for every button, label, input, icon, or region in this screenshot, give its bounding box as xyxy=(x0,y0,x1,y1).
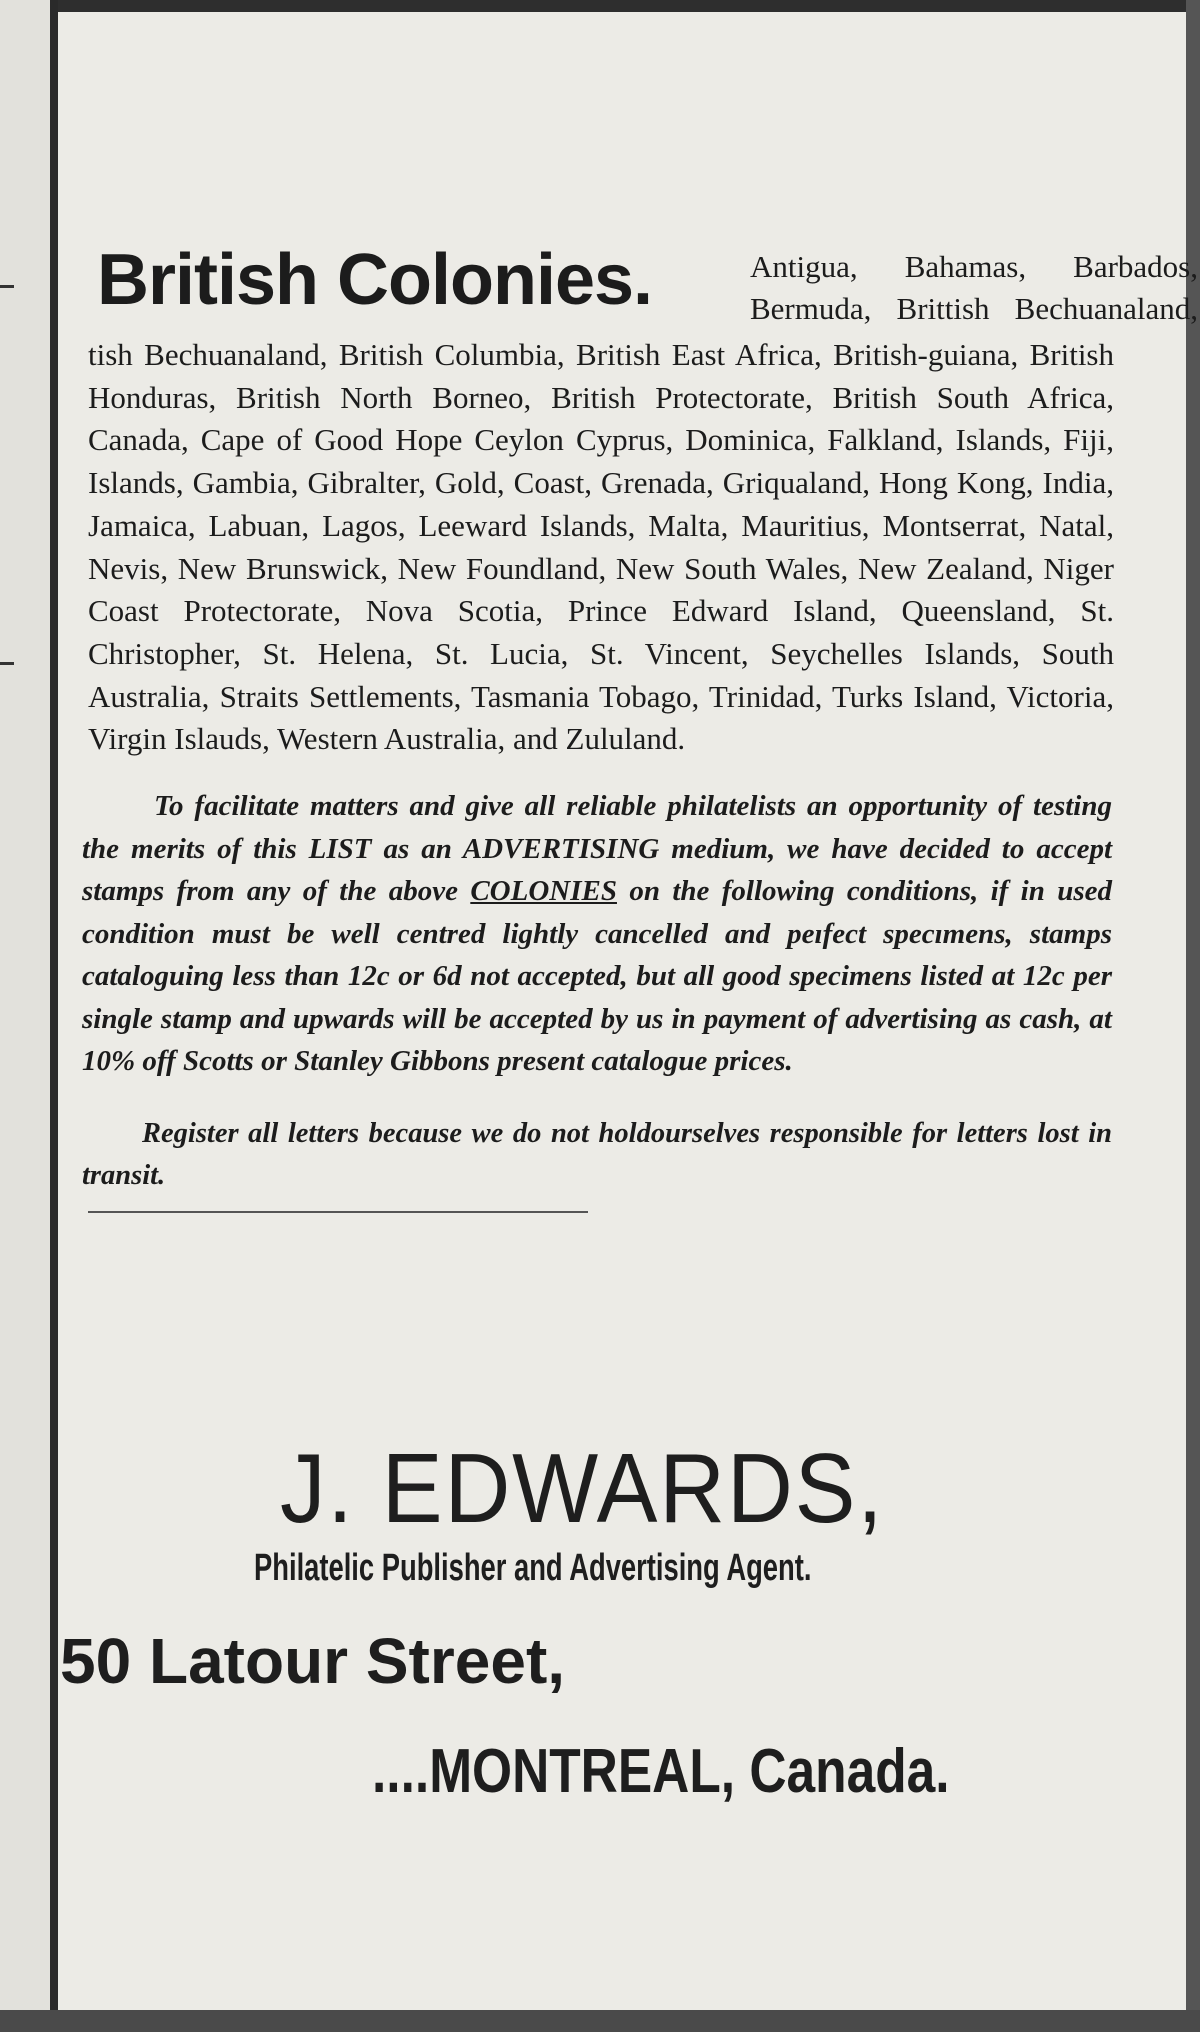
headline-row xyxy=(82,238,1198,334)
conditions-notice xyxy=(82,785,1112,1083)
notice-text-part2: on the following conditions, if in used condition must be well centred lightly cancelled and peıfect specımens, stamps cataloguing less than 12c or 6d not accepted, but all good specimens listed at 12c per single stamp and upwards will be accepted by us in payment of advertising as cash, at 10% off Scotts or Stanley Gibbons present catalogue prices. xyxy=(82,875,1112,1078)
publisher-title: Philatelic Publisher and Advertising Agent. xyxy=(254,1547,812,1589)
register-text: Register all letters because we do not holdourselves responsible for letters lost in transit. xyxy=(82,1117,1112,1191)
notice-text-part1: To facilitate matters and give all reliable philatelists an opportunity of testing the merits of this LIST as an ADVERTISING medium, we have decided to accept stamps from any of the above xyxy=(82,790,1112,908)
notice-underlined-word: COLONIES xyxy=(470,875,617,908)
city-address: ....MONTREAL, Canada. xyxy=(372,1737,950,1806)
headline-side-text: Antigua, Bahamas, Barbados, Bermuda, Brittish Bechuanaland, xyxy=(750,249,1198,326)
scan-top-edge xyxy=(0,0,1200,12)
scan-bottom-edge xyxy=(0,2010,1200,2032)
scan-left-margin xyxy=(0,0,50,2032)
street-address: 50 Latour Street, xyxy=(60,1625,566,1697)
colonies-list: tish Bechuanaland, British Columbia, British East Africa, British-guiana, British Honduras, British North Borneo, British Protectorate, British South Africa, Canada, Cape of Good Hope Ceylon Cyprus, Dominica, Falkland, Islands, Fiji, Islands, Gambia, Gibralter, Gold, Coast, Grenada, Griqualand, Hong Kong, India, Jamaica, Labuan, Lagos, Leeward Islands, Malta, Mauritius, Montserrat, Natal, Nevis, New Brunswick, New Foundland, New South Wales, New Zealand, Niger Coast Protectorate, Nova Scotia, Prince Edward Island, Queensland, St. Christopher, St. Helena, St. Lucia, St. Vincent, Seychelles Islands, South Australia, Straits Settlements, Tasmania Tobago, Trinidad, Turks Island, Victoria, Virgin Islauds, Western Australia, and Zululand. xyxy=(88,337,1114,757)
headline: British Colonies. xyxy=(97,240,653,320)
margin-tick xyxy=(0,285,14,288)
page-border-rule xyxy=(50,0,58,2032)
publisher-name: J. EDWARDS, xyxy=(280,1433,885,1543)
advert-body xyxy=(82,238,1198,1213)
divider-rule xyxy=(88,1211,588,1213)
margin-tick xyxy=(0,662,14,665)
register-notice xyxy=(82,1113,1112,1197)
